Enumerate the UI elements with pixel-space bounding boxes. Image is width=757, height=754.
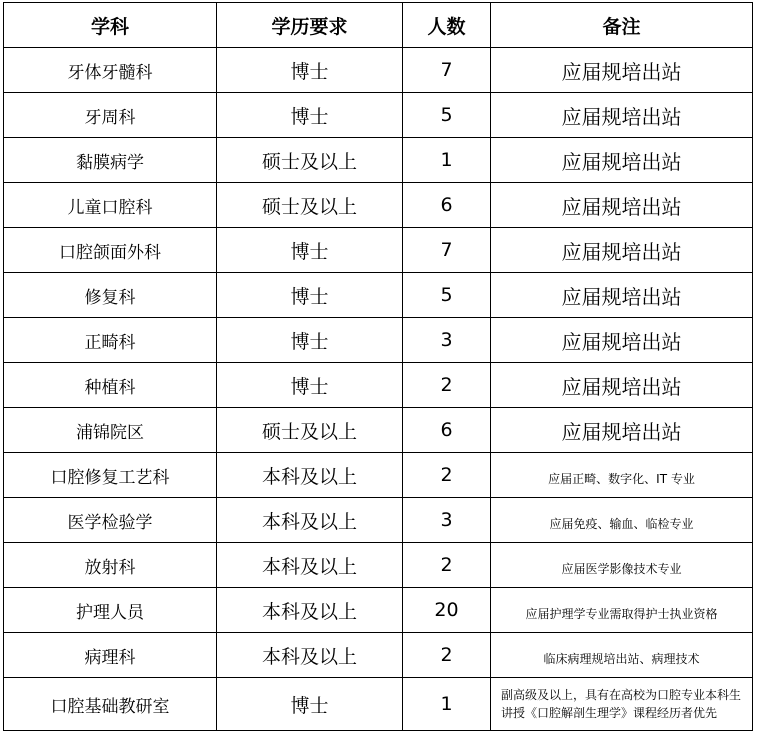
table-row [4, 498, 753, 543]
cell-degree: 博士 [217, 228, 403, 273]
header-row [4, 3, 753, 48]
cell-subject: 儿童口腔科 [4, 183, 217, 228]
cell-count: 6 [403, 408, 491, 453]
cell-note: 应届正畸、数字化、IT 专业 [491, 453, 753, 498]
recruitment-table [3, 2, 753, 731]
cell-count: 1 [403, 678, 491, 731]
cell-note: 副高级及以上，具有在高校为口腔专业本科生讲授《口腔解剖生理学》课程经历者优先 [491, 678, 753, 731]
cell-note: 临床病理规培出站、病理技术 [491, 633, 753, 678]
header-degree: 学历要求 [217, 3, 403, 48]
cell-count: 3 [403, 498, 491, 543]
cell-subject: 护理人员 [4, 588, 217, 633]
cell-count: 2 [403, 543, 491, 588]
cell-count: 7 [403, 48, 491, 93]
cell-subject: 口腔基础教研室 [4, 678, 217, 731]
header-note: 备注 [491, 3, 753, 48]
cell-subject: 口腔颌面外科 [4, 228, 217, 273]
cell-count: 2 [403, 633, 491, 678]
cell-note: 应届医学影像技术专业 [491, 543, 753, 588]
cell-degree: 本科及以上 [217, 588, 403, 633]
cell-subject: 修复科 [4, 273, 217, 318]
cell-note: 应届规培出站 [491, 273, 753, 318]
cell-degree: 博士 [217, 318, 403, 363]
cell-degree: 本科及以上 [217, 543, 403, 588]
table-row [4, 228, 753, 273]
cell-degree: 博士 [217, 273, 403, 318]
cell-count: 20 [403, 588, 491, 633]
table-row [4, 48, 753, 93]
table-row [4, 408, 753, 453]
cell-degree: 博士 [217, 93, 403, 138]
cell-subject: 浦锦院区 [4, 408, 217, 453]
cell-subject: 黏膜病学 [4, 138, 217, 183]
cell-note: 应届规培出站 [491, 408, 753, 453]
cell-note: 应届规培出站 [491, 363, 753, 408]
cell-note: 应届规培出站 [491, 138, 753, 183]
cell-subject: 牙体牙髓科 [4, 48, 217, 93]
table-row [4, 93, 753, 138]
cell-note: 应届规培出站 [491, 318, 753, 363]
cell-count: 1 [403, 138, 491, 183]
cell-count: 5 [403, 273, 491, 318]
cell-note: 应届规培出站 [491, 93, 753, 138]
cell-count: 2 [403, 453, 491, 498]
cell-degree: 博士 [217, 48, 403, 93]
cell-subject: 放射科 [4, 543, 217, 588]
cell-subject: 种植科 [4, 363, 217, 408]
cell-degree: 本科及以上 [217, 453, 403, 498]
cell-degree: 硕士及以上 [217, 183, 403, 228]
header-count: 人数 [403, 3, 491, 48]
table-row [4, 633, 753, 678]
cell-degree: 本科及以上 [217, 633, 403, 678]
cell-degree: 博士 [217, 363, 403, 408]
cell-subject: 病理科 [4, 633, 217, 678]
cell-degree: 博士 [217, 678, 403, 731]
table-row [4, 453, 753, 498]
cell-subject: 口腔修复工艺科 [4, 453, 217, 498]
cell-note: 应届免疫、输血、临检专业 [491, 498, 753, 543]
header-subject: 学科 [4, 3, 217, 48]
cell-subject: 正畸科 [4, 318, 217, 363]
table-row [4, 363, 753, 408]
cell-subject: 医学检验学 [4, 498, 217, 543]
table-row [4, 273, 753, 318]
cell-note: 应届规培出站 [491, 48, 753, 93]
table-row [4, 183, 753, 228]
cell-count: 3 [403, 318, 491, 363]
cell-count: 2 [403, 363, 491, 408]
cell-count: 6 [403, 183, 491, 228]
table-row [4, 678, 753, 731]
cell-degree: 硕士及以上 [217, 138, 403, 183]
table-row [4, 543, 753, 588]
cell-note: 应届规培出站 [491, 183, 753, 228]
cell-count: 5 [403, 93, 491, 138]
table-row [4, 318, 753, 363]
cell-count: 7 [403, 228, 491, 273]
table-row [4, 588, 753, 633]
cell-note: 应届规培出站 [491, 228, 753, 273]
cell-note: 应届护理学专业需取得护士执业资格 [491, 588, 753, 633]
cell-degree: 硕士及以上 [217, 408, 403, 453]
cell-degree: 本科及以上 [217, 498, 403, 543]
cell-subject: 牙周科 [4, 93, 217, 138]
table-row [4, 138, 753, 183]
